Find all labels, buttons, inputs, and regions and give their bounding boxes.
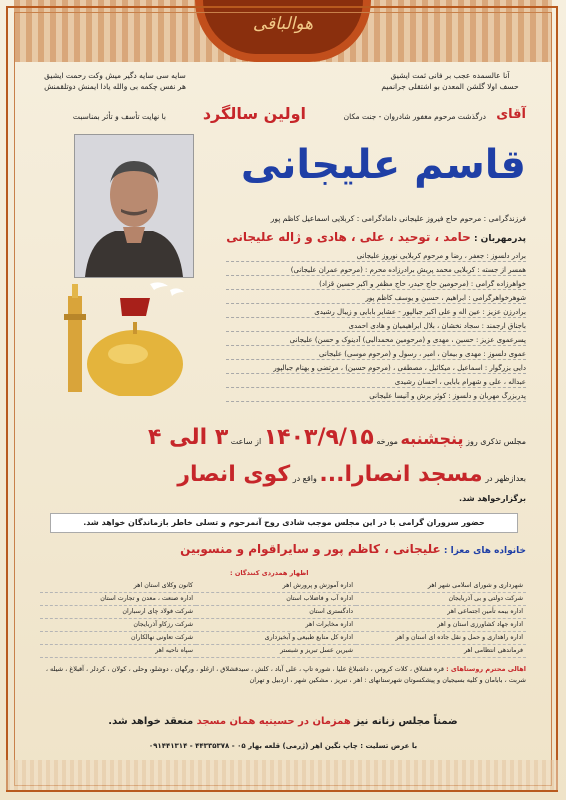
relation-line: عبداله ، علی و شهرام بابایی ، احسان رشیدی — [226, 378, 526, 388]
sponsor-item: اداره جهاد کشاورزی استان و اهر — [356, 619, 526, 632]
sponsor-item: فرماندهی انتظامی اهر — [356, 645, 526, 658]
mosque-name: مسجد انصارا... — [319, 462, 483, 487]
sons-line — [226, 230, 526, 244]
women-suffix: منعقد خواهد شد. — [108, 716, 194, 727]
relation-line: عموی دلسوز : مهدی و بیمان ، امیر ، رسول و (مرحوم موسی) علیجانی — [226, 350, 526, 360]
sponsors-title: اظهار همدردی کنندگان : — [230, 569, 309, 577]
title-intro2: درگذشت مرحوم مغفور شادروان - جنت مکان — [343, 112, 486, 121]
child-of-line: فرزندگرامی : مرحوم حاج فیروز علیجانی دامادگرامی : کربلایی اسماعیل کاظم پور — [270, 214, 526, 223]
deceased-name: قاسم علیجانی — [240, 142, 526, 188]
deceased-photo — [74, 134, 194, 278]
relation-line: پدربزرگ مهربان و دلسوز : کوثر برش و آنیسا علیجانی — [226, 392, 526, 402]
verse-line: هر نفس چکمه بی والله یادا ایمنش دوتلقمنش — [44, 82, 186, 91]
sons-label: پدرمهربان : — [470, 234, 526, 244]
relation-line: باجناق ارجمند : سجاد نخشان ، بلال ابراهیمیان و هادی احمدی — [226, 322, 526, 332]
sponsor-item: اداره کل منابع طبیعی و آبخیزداری — [196, 632, 356, 645]
women-prefix: ضمناً مجلس زنانه نیز — [354, 716, 458, 727]
sponsors-grid — [40, 580, 526, 658]
villages-label: اهالی محترم روستاهای : — [446, 665, 526, 673]
sponsor-item: اداره مخابرات اهر — [196, 619, 356, 632]
majlis-prefix: مجلس تذکری روز — [466, 437, 526, 446]
sponsor-item: اداره آموزش و پرورش اهر — [196, 580, 356, 593]
header-calligraphy: هوالباقی — [252, 14, 314, 34]
date-prefix: مورخه — [376, 437, 398, 446]
families-names: علیجانی ، کاظم پور و سایراقوام و منسوبین — [180, 542, 441, 556]
sponsor-item: اداره صنعت ، معدن و تجارت استان — [40, 593, 196, 606]
sponsor-item: دادگستری استان — [196, 606, 356, 619]
relation-line: همسر از جسته : کربلایی محمد پریش برادرزاده محرم : (مرحوم عمران علیجانی) — [226, 266, 526, 276]
sons-names: حامد ، توحید ، علی ، هادی و ژاله علیجانی — [226, 230, 471, 244]
held-text: برگزارخواهد شد. — [459, 494, 526, 503]
families-label: خانواده های معزا : — [440, 546, 526, 556]
relation-line: برادرزن عزیز : عین اله و علی اکبر جبالپور - عشایر بابایی و زیبال رشیدی — [226, 308, 526, 318]
ceremony-line-2 — [177, 462, 526, 487]
verse-line: سایه سی سایه دگیر میش وکت رحمت ایشیق — [44, 71, 186, 80]
title-intro: با نهایت تأسف و تأثر بمناسبت — [72, 112, 166, 121]
mourning-families — [180, 542, 526, 556]
sponsor-item: اداره راهداری و حمل و نقل جاده ای استان و اهر — [356, 632, 526, 645]
women-ceremony-line — [40, 716, 526, 727]
sponsor-item: شرکت دولتی و بی آذربایجان — [356, 593, 526, 606]
sponsor-item: سپاه ناحیه اهر — [40, 645, 196, 658]
sponsor-item: کانون وکلای استان اهر — [40, 580, 196, 593]
sponsor-item: شرکت رزکاو آذربایجان — [40, 619, 196, 632]
sponsor-item: اداره بیمه تأمین اجتماعی اهر — [356, 606, 526, 619]
honorific: آقای — [496, 107, 526, 122]
verse-line: حسف اولا گلشن المعدن بو اشتقلی جرانمیم — [381, 82, 519, 91]
villages-paragraph — [40, 664, 526, 686]
women-highlight: همزمان در حسینیه همان مسجد — [196, 716, 351, 727]
verse-right — [355, 70, 545, 92]
relation-line: خواهرزاده گرامی : (مرحومین حاج حیدر، حاج مظفر و اکبر حسین قزاد) — [226, 280, 526, 290]
ceremony-day: پنجشنبه — [400, 429, 464, 448]
ceremony-date: ۱۴۰۳/۹/۱۵ — [263, 425, 374, 450]
bottom-ornament — [6, 760, 558, 790]
sponsor-item: شهرداری و شورای اسلامی شهر اهر — [356, 580, 526, 593]
ceremony-line-1 — [148, 425, 526, 450]
portrait-illustration — [75, 135, 193, 277]
located-text: واقع در — [292, 474, 317, 483]
sponsor-item: شرکت فولاد چای ارسباران — [40, 606, 196, 619]
verse-line: آنا عالسمده عجب بر فانی ثمت ایشیق — [390, 71, 510, 80]
anniversary-title: اولین سالگرد — [202, 104, 306, 123]
after-noon-text: بعدازظهر در — [485, 474, 526, 483]
relation-line: دایی بزرگوار : اسماعیل ، میکائیل ، مصطفی ، (مرحوم حسین) ، مرتضی و بهنام جبالپور — [226, 364, 526, 374]
relation-line: شوهرخواهرگرامی : ابراهیم ، حسین و یوسف کاظم پور — [226, 294, 526, 304]
attendance-notice: حضور سروران گرامی با در این مجلس موجب شادی روح آنمرحوم و تسلی خاطر بازماندگان خواهد شد. — [50, 513, 518, 533]
printer-credit: با عرض تسلیت : چاپ نگین اهر (ژرمی) قلعه بهار ۰۵ - ۴۴۳۳۵۳۷۸ - ۰۹۱۴۴۱۳۱۴ — [148, 742, 418, 750]
area-name: کوی انصار — [177, 462, 291, 487]
relation-line: برادر دلسوز : جعفر ، رضا و مرحوم کربلایی نوروز علیجانی — [226, 252, 526, 262]
verse-left — [20, 70, 210, 92]
villages-text: قره قشلاق ، کلات کروس ، داشبلاغ علیا ، شوره تاپ ، علی آباد ، کلش ، سیدقشلاق ، ازغلو ، ورگهان ، دوشلو، وحلی ، کولان ، کردلر ، آقبلاغ ، شیله ، شربت ، بابامان و کلیه بسیجیان و پیشکسوتان شهرستانهای : اهر ، تبریز ، مشکین شهر ، اردبیل و تهران — [45, 665, 526, 684]
shrine-dome-illustration — [50, 276, 210, 396]
time-prefix: از ساعت — [230, 437, 262, 446]
relation-line: پسرعموی عزیز : حسین ، مهدی و (مرحومین محمدالبی) آدینوک و حسن) علیجانی — [226, 336, 526, 346]
sponsor-item: شیرین عسل تبریز و شبستر — [196, 645, 356, 658]
sponsor-item: شرکت تعاونی نهالکاران — [40, 632, 196, 645]
ceremony-time: ۳ الی ۴ — [147, 425, 229, 450]
sponsor-item: اداره آب و فاضلاب استان — [196, 593, 356, 606]
